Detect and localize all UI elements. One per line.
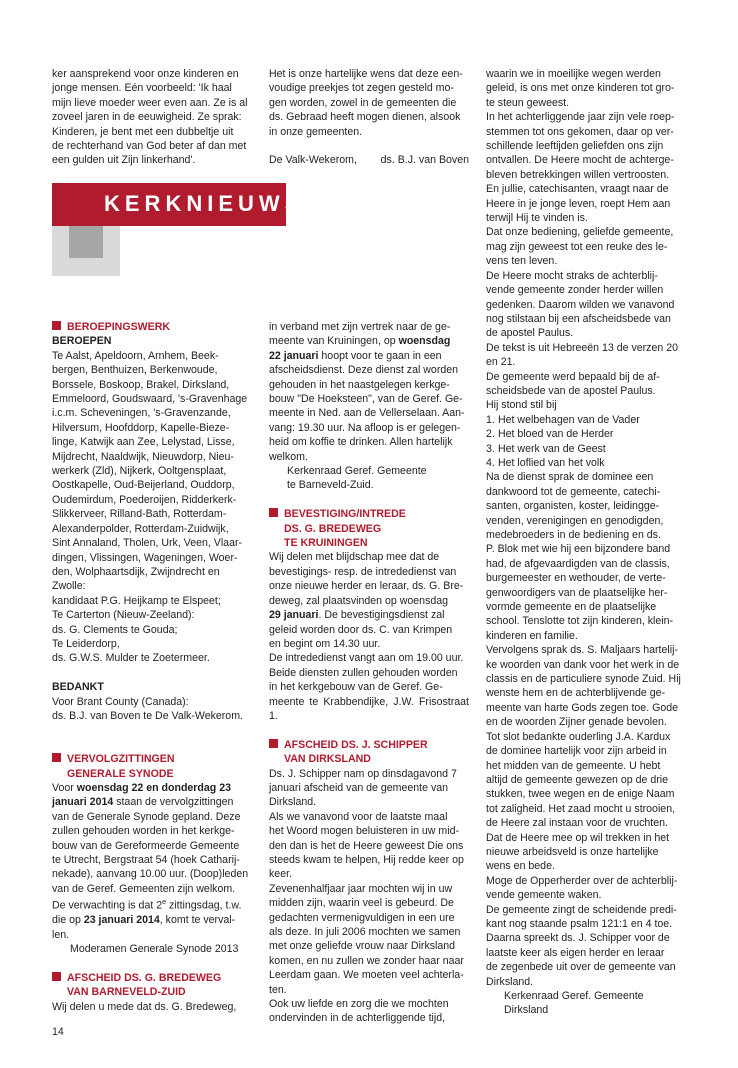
- text-line: januari 2014 staan de vervolgzittingen: [52, 796, 234, 809]
- text-line: Daarna spreekt ds. J. Schipper voor de: [486, 932, 670, 945]
- text-line: Voor woensdag 22 en donderdag 23: [52, 781, 231, 794]
- text-line: bevestigings- resp. de intrededienst van: [269, 565, 457, 578]
- spacer: [52, 723, 252, 737]
- text-line: bouw van de Gereformeerde Gemeente: [52, 839, 240, 852]
- text-line: i.c.m. Scheveningen, 's-Gravenzande,: [52, 407, 231, 420]
- text-line: ten.: [269, 983, 287, 996]
- heading-vervolgzittingen: VERVOLGZITTINGEN GENERALE SYNODE: [52, 752, 252, 781]
- text-line: wens en bede.: [486, 860, 555, 873]
- text-line: Hilversum, Hoofddorp, Kapelle-Bieze-: [52, 421, 230, 434]
- text-line: heid om koffie te drinken. Allen hartelijk: [269, 436, 453, 449]
- text-line: scheidsbede van de apostel Paulus.: [486, 384, 656, 397]
- text-line: ds. G. Clements te Gouda;: [52, 623, 178, 636]
- text-line: P. Blok met wie hij een bijzondere band: [486, 543, 671, 556]
- text-line: altijd de gemeente gewezen op de drie: [486, 773, 668, 786]
- text-line: steeds kwam te helpen, Hij redde keer op: [269, 854, 464, 866]
- spacer: [52, 738, 252, 752]
- text-line: genwoordigers van de plaatselijke her-: [486, 586, 668, 599]
- text-line: den, Wolphaartsdijk, Zwijndrecht en: [52, 565, 220, 578]
- text-line: Te Leiderdorp,: [52, 637, 120, 650]
- text-line: deweg, zal plaatsvinden op woensdag: [269, 594, 449, 607]
- text-line: jonge mensen. Eén voorbeeld: 'Ik haal: [52, 82, 232, 95]
- text-line: linge, Katwijk aan Zee, Lelystad, Lisse,: [52, 436, 235, 449]
- text-line: Emmeloord, Goudswaard, 's-Gravenhage: [52, 393, 248, 406]
- text-line: Beide diensten zullen gehouden worden: [269, 666, 458, 679]
- bullet-square-icon: [269, 508, 278, 517]
- text-line: medebroeders in de bediening en ds.: [486, 529, 661, 541]
- heading-beroepingswerk: BEROEPINGSWERK: [52, 320, 252, 334]
- text-line: Heere in je jonge leven, roept Hem aan: [486, 197, 671, 210]
- text-line: en de woorden Zijner genade bevolen.: [486, 716, 667, 729]
- signature: Moderamen Generale Synode 2013: [70, 942, 239, 955]
- text-line: De tekst is uit Hebreeën 13 de verzen 20: [486, 341, 678, 354]
- text-line: venden, verenigingen en genodigden,: [486, 514, 664, 527]
- text-line: geleid worden door ds. C. van Krimpen: [269, 623, 453, 636]
- text-line: Oudemirdum, Poederoijen, Ridderkerk-: [52, 493, 237, 506]
- text-line: De gemeente werd bepaald bij de af-: [486, 370, 660, 383]
- text-line: Na de dienst sprak de dominee een: [486, 471, 654, 484]
- text-line: januari afscheid van de gemeente van: [269, 781, 449, 794]
- text-line: keer.: [269, 868, 292, 881]
- text-line: ds. Gebraad heeft mogen dienen, alsook: [269, 111, 461, 124]
- signature: te Barneveld-Zuid.: [287, 479, 374, 492]
- text-line: had, de afgevaardigden van de classis,: [486, 557, 670, 570]
- text-line: geleid, is ons met onze kinderen tot gro-: [486, 82, 675, 95]
- text-line: Ook uw liefde en zorg die we mochten: [269, 998, 449, 1011]
- text-line: ontvallen. De Heere mocht de achterge-: [486, 154, 674, 167]
- text-line: kinderen en familie.: [486, 629, 578, 642]
- text-line: het midden van de gemeente. U hebt: [486, 759, 661, 772]
- col1-main-text: [52, 320, 252, 1014]
- text-line: len.: [52, 928, 70, 941]
- text-line: meente in Ned. aan de Vellerselaan. Aan-: [269, 407, 465, 420]
- text-line: Voor Brant County (Canada):: [52, 695, 189, 708]
- bullet-square-icon: [52, 972, 61, 981]
- text-line: Moge de Opperherder over de achterblij-: [486, 874, 678, 887]
- text-line: waarin we in moeilijke wegen werden: [486, 68, 661, 80]
- subhead-bedankt: BEDANKT: [52, 681, 104, 694]
- spacer: [52, 956, 252, 970]
- signature: Kerkenraad Geref. Gemeente: [287, 465, 427, 478]
- text-line: zoveel jaren in de eeuwigheid. Ze sprak:: [52, 111, 242, 124]
- signature: Kerkenraad Geref. Gemeente: [504, 990, 644, 1002]
- text-line: ds. B.J. van Boven te De Valk-Wekerom.: [52, 709, 243, 722]
- text-line: onze nieuwe herder en leraar, ds. G. Bre-: [269, 580, 464, 593]
- text-line: Het is onze hartelijke wens dat deze een-: [269, 68, 463, 80]
- text-line: nog stilstaan bij een afscheidsbede van: [486, 312, 671, 325]
- list-item: 4. Het loflied van het volk: [486, 456, 605, 469]
- subhead-beroepen: BEROEPEN: [52, 335, 112, 348]
- text-line: de apostel Paulus.: [486, 327, 574, 340]
- text-line: nekade), aanvang 10.00 uur. (Doop)leden: [52, 868, 249, 881]
- text-line: santen, organisten, koster, leidingge-: [486, 500, 660, 513]
- text-line: Kinderen, je bent met een dubbeltje uit: [52, 125, 234, 138]
- text-line: en begint om 14.30 uur.: [269, 637, 381, 650]
- text-line: als deze. In juli 2006 mochten we samen: [269, 926, 461, 939]
- text-line: dingen, Vlissingen, Wageningen, Woer-: [52, 551, 238, 564]
- text-line: ondervinden in de achterliggende tijd,: [269, 1012, 446, 1025]
- text-line: stukken, twee wegen en de enige Naam: [486, 788, 675, 801]
- text-line: werkerk (Zld), Nijkerk, Ooltgensplaat,: [52, 465, 227, 478]
- text-line: afscheidsdienst. Deze dienst zal worden: [269, 364, 459, 377]
- text-line: schillende leeftijden geliefden ons zijn: [486, 140, 664, 153]
- text-line: in onze gemeenten.: [269, 125, 363, 138]
- spacer: [269, 139, 469, 153]
- text-line: De gemeente zingt de scheidende predi-: [486, 903, 677, 916]
- text-line: classis en de particuliere synode Zuid. Hij: [486, 673, 681, 686]
- text-line: burgemeester en wethouder, de verte-: [486, 572, 666, 585]
- text-line: voudige preekjes tot zegen gesteld mo-: [269, 82, 454, 95]
- heading-bevestiging: BEVESTIGING/INTREDE DS. G. BREDEWEG TE KRUININGEN: [269, 507, 469, 550]
- text-line: welkom.: [269, 450, 308, 463]
- text-line: van de Geref. Gemeenten zijn welkom.: [52, 882, 236, 895]
- text-line: Dat onze bediening, geliefde gemeente,: [486, 226, 674, 239]
- text-line: In het achterliggende jaar zijn vele roep-: [486, 111, 675, 124]
- bullet-square-icon: [269, 739, 278, 748]
- text-line: 22 januari hoopt voor te gaan in een: [269, 349, 442, 362]
- text-line: 29 januari. De bevestigingsdienst zal: [269, 609, 445, 622]
- text-line: wenste hem en de achterblijvende ge-: [486, 687, 666, 700]
- text-line: Mijdrecht, Naaldwijk, Nieuwdorp, Nieu-: [52, 450, 234, 463]
- text-line: het Woord mogen beluisteren in uw mid-: [269, 825, 459, 838]
- list-item: 2. Het bloed van de Herder: [486, 428, 614, 441]
- numbered-list: [486, 413, 686, 471]
- text-line: Hij stond stil bij: [486, 399, 557, 412]
- text-line: nieuwe arbeidsveld is onze hartelijke: [486, 845, 659, 858]
- heading-afscheid-bredeweg: AFSCHEID DS. G. BREDEWEG VAN BARNEVELD-ZUID: [52, 971, 252, 1000]
- col2-top-text: [269, 67, 469, 168]
- text-line: En jullie, catechisanten, vraagt naar de: [486, 183, 669, 196]
- text-line: Oostkapelle, Oud-Beijerland, Ouddorp,: [52, 479, 235, 492]
- text-line: tot zaligheid. Het zaad mocht u strooien,: [486, 802, 676, 815]
- text-line: gen worden, zowel in de gemeenten die: [269, 96, 457, 109]
- text-line: stemmen tot ons gekomen, daar op ver-: [486, 125, 674, 138]
- text-line: Zevenenhalfjaar jaar mochten wij in uw: [269, 882, 453, 895]
- text-line: bergen, Benthuizen, Berkenwoude,: [52, 364, 218, 377]
- text-line: komen, en nu zullen we zonder haar naar: [269, 954, 464, 967]
- text-line: Tot slot bedankte ouderling J.A. Kardux: [486, 730, 671, 743]
- col3-text: [486, 67, 686, 1018]
- text-line: gedachten vermenigvuldigen in een ure: [269, 911, 455, 924]
- text-line: vende gemeente waken.: [486, 889, 602, 902]
- text-line: in verband met zijn vertrek naar de ge-: [269, 321, 451, 333]
- text-line: die op 23 januari 2014, komt te verval-: [52, 914, 236, 927]
- text-line: den dan is het de Heere geweest Die ons: [269, 839, 464, 852]
- text-line: Vervolgens sprak ds. S. Maljaars hartelij-: [486, 644, 678, 657]
- spacer: [269, 723, 469, 737]
- text-line: terwijl Hij te vinden is.: [486, 212, 588, 225]
- text-line: meente te Krabbendijke, J.W. Frisostraat 1.: [269, 695, 469, 722]
- text-line: en 21.: [486, 356, 516, 369]
- text-line: Te Carterton (Nieuw-Zeeland):: [52, 609, 195, 622]
- text-line: vormde gemeente en de plaatselijke: [486, 601, 657, 614]
- signature-line: De Valk-Wekerom, ds. B.J. van Boven: [269, 154, 469, 167]
- list-item: 1. Het welbehagen van de Vader: [486, 413, 640, 426]
- text-line: De intrededienst vangt aan om 19.00 uur.: [269, 652, 464, 665]
- text-line: de dominee hartelijk voor zijn arbeid in: [486, 745, 667, 758]
- signature: Dirksland: [504, 1004, 549, 1017]
- spacer: [52, 666, 252, 680]
- heading-afscheid-schipper: AFSCHEID DS. J. SCHIPPER VAN DIRKSLAND: [269, 738, 469, 767]
- text-line: meente van harte Gods zegen toe. Gode: [486, 701, 678, 714]
- text-line: laatste keer als eigen herder en leraar: [486, 946, 665, 959]
- text-line: met onze geliefde vrouw naar Dirksland: [269, 940, 456, 953]
- text-line: Borssele, Boskoop, Brakel, Dirksland,: [52, 378, 230, 391]
- text-line: Alexanderpolder, Rotterdam-Zuidwijk,: [52, 522, 229, 535]
- text-line: te steun geweest.: [486, 96, 570, 109]
- text-line: Zwolle:: [52, 580, 86, 593]
- col2-main-text: [269, 320, 469, 1026]
- spacer: [269, 493, 469, 507]
- text-line: Sint Annaland, Tholen, Urk, Veen, Vlaar-: [52, 537, 243, 550]
- text-line: bouw "De Hoeksteen", van de Geref. Ge-: [269, 393, 463, 406]
- text-line: vens ten leven.: [486, 255, 558, 268]
- banner-title: KERKNIEUWS: [104, 191, 305, 216]
- text-line: gedenken. Daarom wilden we vanavond: [486, 298, 675, 311]
- text-line: zullen gehouden worden in het kerkge-: [52, 825, 235, 838]
- text-line: Te Aalst, Apeldoorn, Arnhem, Beek-: [52, 349, 219, 362]
- text-line: kant nog staande psalm 121:1 en 4 toe.: [486, 917, 673, 930]
- text-line: vende gemeente zonder herder willen: [486, 284, 664, 297]
- text-line: De Heere mocht straks de achterblij-: [486, 269, 658, 282]
- text-line: ke woorden van dank voor het werk in de: [486, 658, 680, 671]
- text-line: een gulden uit Zijn linkerhand'.: [52, 154, 196, 167]
- text-line: Leerdam gaan. We moeten veel achterla-: [269, 969, 464, 982]
- text-line: school. Tenslotte tot zijn kinderen, klein-: [486, 615, 674, 628]
- text-line: dankwoord tot de gemeente, catechi-: [486, 485, 661, 498]
- text-line: de Heere zal instaan voor de vruchten.: [486, 817, 668, 830]
- text-line: bleven betrekkingen willen vertroosten.: [486, 168, 670, 181]
- text-line: De verwachting is dat 2e zittingsdag, t.w.: [52, 899, 242, 912]
- text-line: te Utrecht, Bergstraat 54 (hoek Catharij-: [52, 853, 240, 866]
- text-line: de rechterhand van God beter af dan met: [52, 140, 247, 153]
- text-line: ds. G.W.S. Mulder te Zoetermeer.: [52, 652, 210, 665]
- text-line: gehouden in het naastgelegen kerkge-: [269, 378, 450, 391]
- page-number: 14: [52, 1026, 64, 1038]
- text-line: Ds. J. Schipper nam op dinsdagavond 7: [269, 767, 457, 780]
- text-line: Wij delen met blijdschap mee dat de: [269, 551, 440, 564]
- text-line: Als we vanavond voor de laatste maal: [269, 810, 448, 823]
- text-line: de zegenbede uit over de gemeente van: [486, 961, 676, 974]
- text-line: vang: 19.30 uur. Na afloop is er gelegen-: [269, 421, 461, 434]
- text-line: midden zijn, waarin veel is gebeurd. De: [269, 897, 454, 910]
- text-line: Wij delen u mede dat ds. G. Bredeweg,: [52, 1000, 237, 1013]
- text-line: in het kerkgebouw van de Geref. Ge-: [269, 681, 443, 694]
- text-line: Dirksland.: [269, 796, 317, 809]
- text-line: kandidaat P.G. Heijkamp te Elspeet;: [52, 594, 221, 607]
- bullet-square-icon: [52, 321, 61, 330]
- text-line: ker aansprekend voor onze kinderen en: [52, 68, 239, 80]
- text-line: meente van Kruiningen, op woensdag: [269, 335, 451, 348]
- col1-top-text: [52, 67, 252, 168]
- list-item: 3. Het werk van de Geest: [486, 442, 606, 455]
- text-line: Dat de Heere mee op wil trekken in het: [486, 831, 670, 844]
- decor-grey-block-dark: [69, 226, 103, 258]
- text-line: van de Generale Synode gepland. Deze: [52, 810, 241, 823]
- text-line: mijn lieve moeder weer even aan. Ze is al: [52, 96, 248, 109]
- text-line: mag zijn geweest tot een reuke des le-: [486, 240, 668, 253]
- bullet-square-icon: [52, 753, 61, 762]
- text-line: Slikkerveer, Rilland-Bath, Rotterdam-: [52, 508, 227, 521]
- text-line: Dirksland.: [486, 975, 534, 988]
